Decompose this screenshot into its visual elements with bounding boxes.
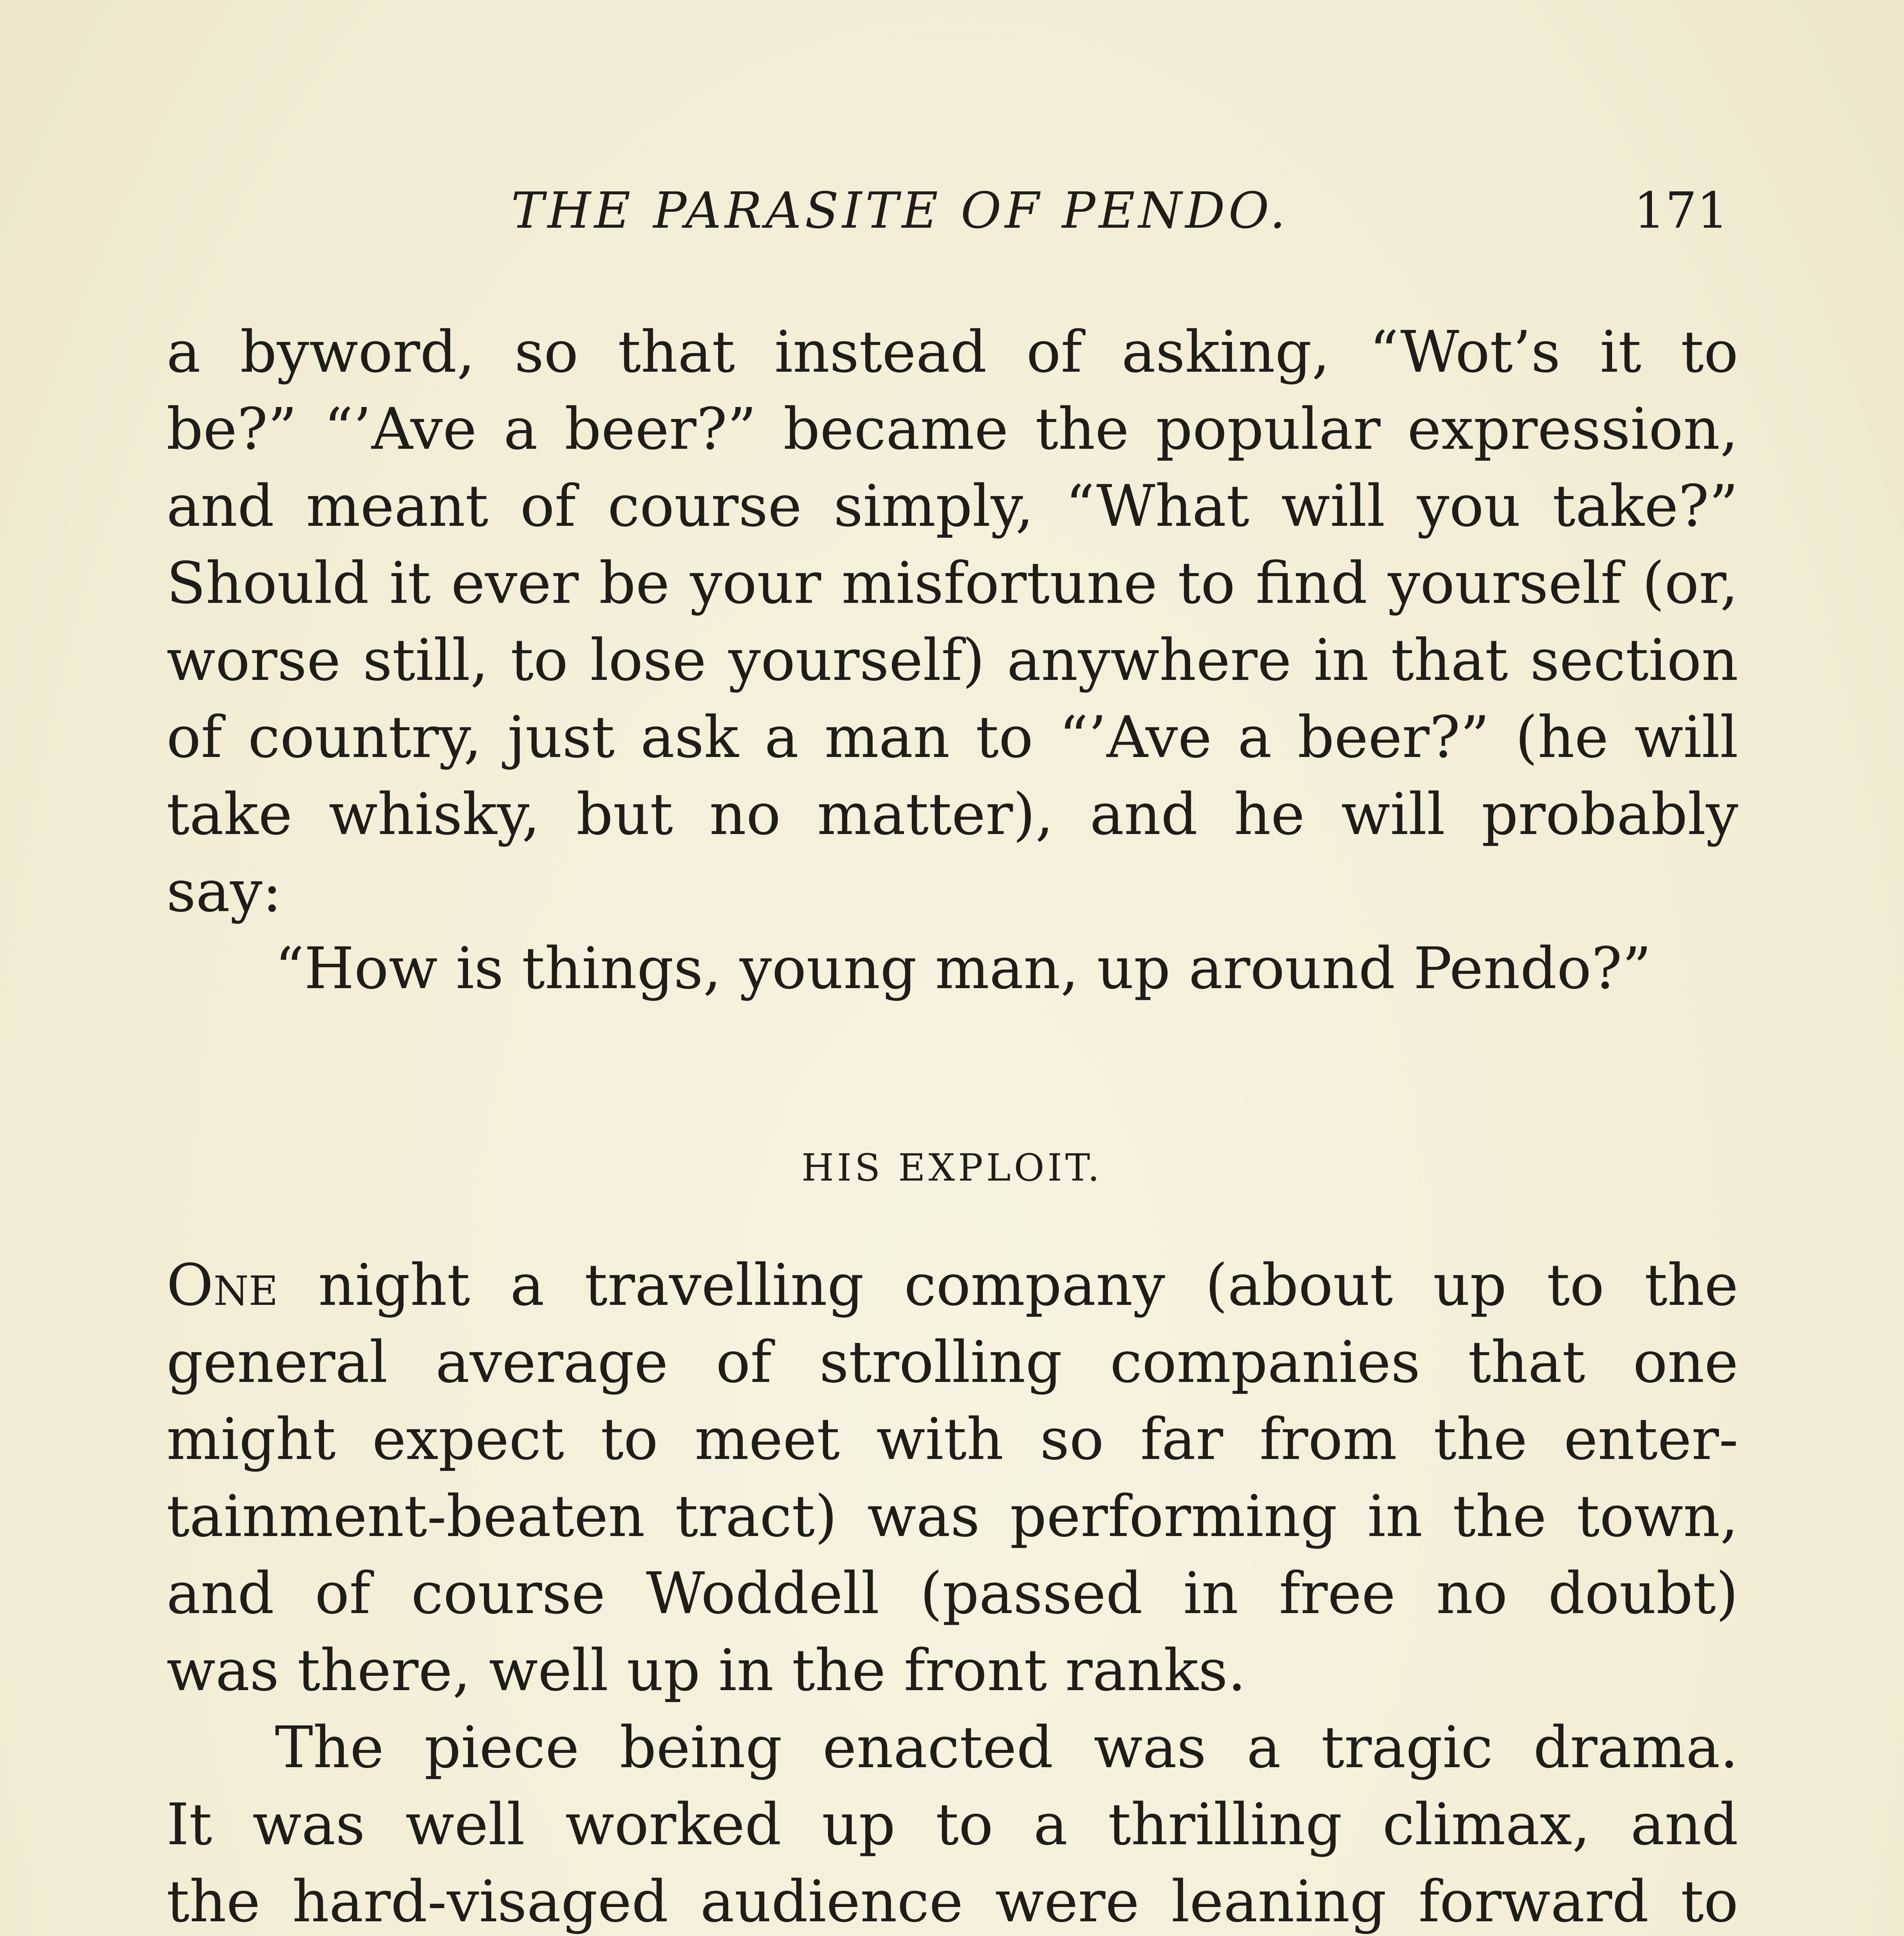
text-line: Should it ever be your misfortune to find yourself (or,	[166, 550, 1738, 616]
paragraph-1	[166, 314, 1738, 1007]
drop-word: One	[166, 1252, 278, 1318]
text-line: was there, well up in the front ranks.	[166, 1637, 1246, 1704]
text-line: It was well worked up to a thrilling climax, and	[166, 1791, 1738, 1858]
text-line: and meant of course simply, “What will you take?”	[166, 473, 1738, 539]
text-line	[166, 1247, 1738, 1324]
section-heading: HIS EXPLOIT.	[801, 1146, 1103, 1189]
text-line: of country, just ask a man to “’Ave a beer?” (he will	[166, 704, 1738, 771]
page-number: 171	[1634, 182, 1729, 240]
text-line: take whisky, but no matter), and he will probably	[166, 781, 1738, 848]
text-line: be?” “’Ave a beer?” became the popular expression,	[166, 396, 1738, 462]
text-fragment: night a travelling company (about up to the	[278, 1252, 1738, 1318]
text-line: say:	[166, 858, 282, 925]
quote-line: “How is things, young man, up around Pendo?”	[275, 935, 1652, 1002]
text-line: a byword, so that instead of asking, “Wot’s it to	[166, 319, 1738, 385]
page-header	[0, 182, 1904, 259]
paragraph-2	[166, 1247, 1738, 1936]
text-line: tainment-beaten tract) was performing in the town,	[166, 1483, 1738, 1550]
text-line: the hard-visaged audience were leaning forward to	[166, 1868, 1738, 1935]
text-line: might expect to meet with so far from the enter-	[166, 1406, 1738, 1473]
running-title: THE PARASITE OF PENDO.	[511, 182, 1289, 240]
text-line: The piece being enacted was a tragic drama.	[275, 1714, 1738, 1781]
text-line: worse still, to lose yourself) anywhere in that section	[166, 627, 1738, 693]
text-line: general average of strolling companies that one	[166, 1329, 1738, 1395]
text-line: and of course Woddell (passed in free no doubt)	[166, 1560, 1738, 1627]
